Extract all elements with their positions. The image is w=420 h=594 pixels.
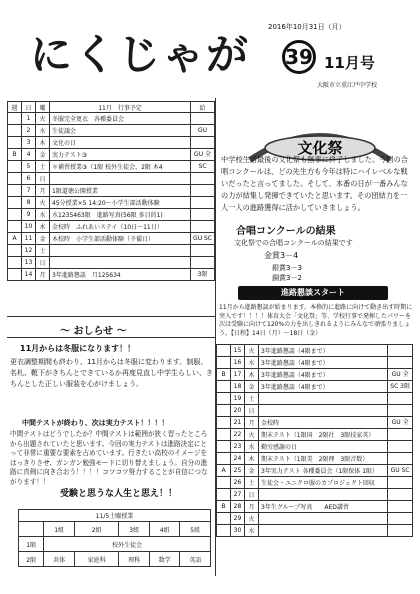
schedule-event: 金校時 ふれあいステイ（10日～11日） — [50, 221, 191, 233]
exam-text: 中間テストはどうでしたか？中間テストは範囲が狭く習ったところから出題されていたと思います。今回の実力テストは進路決定にとって非常に重要な要素を占めています。行きたい高校のイメージをはっきりさせ、ガンガン勉強モードに切り替えましょう。自分の進路に真剣に向き合おう！！！！コツコツ努力することが自信につながります！！ — [10, 430, 208, 486]
schedule-dow: 水 — [36, 125, 50, 137]
silver-award: 銀賞3－3 — [272, 264, 302, 272]
divider-top — [7, 316, 215, 317]
schedule-row — [8, 161, 215, 173]
schedule-day: 10 — [22, 221, 36, 233]
schedule-day: 12 — [22, 245, 36, 257]
schedule-day: 6 — [22, 173, 36, 185]
schedule-week — [217, 393, 231, 405]
chorus-subtitle: 文化祭での合唱コンクールの結果です — [234, 239, 353, 247]
schedule-meal: GU SC — [191, 233, 215, 245]
schedule-row — [217, 441, 413, 453]
schedule-day: 13 — [22, 257, 36, 269]
schedule-week: B — [217, 501, 231, 513]
schedule-row — [217, 453, 413, 465]
schedule-row — [8, 149, 215, 161]
schedule-event: 3年進路懇談（4限まで） — [259, 357, 388, 369]
schedule-meal — [388, 489, 413, 501]
saturday-class-table — [18, 509, 211, 567]
schedule-day: 8 — [22, 197, 36, 209]
cell: 2限 — [19, 552, 44, 567]
schedule-row — [217, 501, 413, 513]
schedule-meal — [388, 405, 413, 417]
schedule-day: 23 — [231, 441, 245, 453]
festival-paragraph: 中学校生活最後の文化祭も無事に終了しました。今回の合唱コンクールは、どの先生方も今年は特にハイレベルな戦いだったと言ってました。そして、本番の日が一番みんなの力が結集し発揮できていたと思います。その団結力を一人一人の進路獲得に活かしていきましょう。 — [221, 155, 408, 212]
schedule-meal — [191, 173, 215, 185]
schedule-meal: GU 全 — [388, 369, 413, 381]
col-dow: 曜 — [36, 102, 50, 113]
cell — [19, 522, 44, 537]
schedule-row — [217, 381, 413, 393]
schedule-dow: 日 — [245, 405, 259, 417]
schedule-meal — [191, 257, 215, 269]
schedule-meal — [191, 185, 215, 197]
schedule-dow: 金 — [245, 381, 259, 393]
schedule-event: 生徒会・ユニクロ服のカプロジェクト回収 — [259, 477, 388, 489]
schedule-meal — [191, 197, 215, 209]
schedule-meal: GU — [191, 125, 215, 137]
schedule-row — [217, 369, 413, 381]
schedule-meal — [388, 501, 413, 513]
schedule-event — [50, 173, 191, 185]
schedule-dow: 木 — [36, 137, 50, 149]
schedule-dow: 金 — [245, 465, 259, 477]
schedule-row — [217, 405, 413, 417]
schedule-day: 21 — [231, 417, 245, 429]
schedule-row — [217, 489, 413, 501]
schedule-meal: SC — [191, 161, 215, 173]
schedule-dow: 火 — [36, 113, 50, 125]
schedule-dow: 火 — [36, 197, 50, 209]
schedule-week — [8, 257, 22, 269]
schedule-dow: 月 — [36, 185, 50, 197]
issue-month: 11月号 — [324, 54, 375, 72]
schedule-meal — [388, 441, 413, 453]
schedule-row — [8, 113, 215, 125]
schedule-meal — [191, 209, 215, 221]
schedule-row — [217, 357, 413, 369]
schedule-week — [217, 525, 231, 537]
schedule-week — [217, 429, 231, 441]
schedule-week: B — [8, 149, 22, 161]
schedule-row — [8, 221, 215, 233]
schedule-dow: 日 — [245, 489, 259, 501]
schedule-event: 45分授業×5 14:20～小学生部活動体験 — [50, 197, 191, 209]
schedule-dow: 火 — [245, 513, 259, 525]
schedule-dow: 金 — [36, 149, 50, 161]
schedule-day: 24 — [231, 453, 245, 465]
schedule-meal — [388, 513, 413, 525]
schedule-dow: 日 — [36, 173, 50, 185]
schedule-week: A — [8, 233, 22, 245]
divider-bottom — [7, 337, 215, 338]
schedule-week — [217, 417, 231, 429]
schedule-row — [8, 245, 215, 257]
schedule-week — [8, 209, 22, 221]
schedule-day: 3 — [22, 137, 36, 149]
schedule-week — [217, 453, 231, 465]
schedule-day: 30 — [231, 525, 245, 537]
schedule-day: 25 — [231, 465, 245, 477]
schedule-dow: 木 — [245, 369, 259, 381]
schedule-meal — [388, 429, 413, 441]
schedule-row — [217, 429, 413, 441]
schedule-event — [259, 513, 388, 525]
schedule-week — [8, 269, 22, 281]
schedule-meal: GU 全 — [191, 149, 215, 161]
schedule-row — [217, 417, 413, 429]
cell: 5組 — [180, 522, 211, 537]
schedule-day: 4 — [22, 149, 36, 161]
schedule-week: B — [217, 369, 231, 381]
schedule-day: 28 — [231, 501, 245, 513]
schedule-day: 14 — [22, 269, 36, 281]
schedule-day: 20 — [231, 405, 245, 417]
schedule-event: 文化の日 — [50, 137, 191, 149]
schedule-day: 9 — [22, 209, 36, 221]
schedule-event: 期末テスト（1限国 2限社 3限技家英） — [259, 429, 388, 441]
schedule-day: 18 — [231, 381, 245, 393]
cell: 共体 — [44, 552, 75, 567]
schedule-event: 金校時 — [259, 417, 388, 429]
chorus-title: 合唱コンクールの結果 — [236, 226, 336, 237]
col-event: 11月 行事予定 — [50, 102, 191, 113]
schedule-day: 29 — [231, 513, 245, 525]
schedule-week — [217, 477, 231, 489]
schedule-dow: 月 — [245, 501, 259, 513]
schedule-row — [217, 525, 413, 537]
schedule-meal — [388, 345, 413, 357]
schedule-meal: 3限 — [191, 269, 215, 281]
schedule-row — [8, 233, 215, 245]
schedule-day: 2 — [22, 125, 36, 137]
cell: 英語 — [180, 552, 211, 567]
school-name: 大阪市立重江戸中学校 — [317, 82, 378, 89]
schedule-event: 3年生グループ写真 AED講習 — [259, 501, 388, 513]
career-conference-text: 11月から進路懇談が始まります。本格的に進路に向けて動き出す時期に突入です！！！！体育大会「文化祭」等、学校行事で発揮したパワーを次は受験に向けて120%の力を出しきれるようにみんなで頑張りましょう。【日程】14日（月）～18日（金） — [219, 304, 413, 337]
schedule-event: 水1235463限 進路写真(56限 多目的1) — [50, 209, 191, 221]
schedule-meal — [191, 245, 215, 257]
schedule-day: 17 — [231, 369, 245, 381]
schedule-row — [8, 209, 215, 221]
schedule-day: 11 — [22, 233, 36, 245]
cell: 理科 — [119, 552, 150, 567]
schedule-event: 3年進路懇談（4限まで） — [259, 381, 388, 393]
schedule-day: 27 — [231, 489, 245, 501]
schedule-week — [8, 161, 22, 173]
schedule-week — [217, 345, 231, 357]
exam-slogan: 受験と思うな人生と思え！！ — [60, 489, 178, 499]
schedule-day: 22 — [231, 429, 245, 441]
col-week: 週 — [8, 102, 22, 113]
schedule-week — [217, 441, 231, 453]
schedule-day: 7 — [22, 185, 36, 197]
issue-date: 2016年10月31日（月） — [268, 23, 346, 31]
schedule-row — [8, 257, 215, 269]
schedule-dow: 月 — [245, 417, 259, 429]
schedule-event: ＊補習授業③（1限 校外生徒会、2限 木4 — [50, 161, 191, 173]
schedule-event — [259, 525, 388, 537]
schedule-event: 1限道徳公開授業 — [50, 185, 191, 197]
schedule-dow: 水 — [245, 525, 259, 537]
schedule-dow: 水 — [245, 441, 259, 453]
schedule-day: 19 — [231, 393, 245, 405]
cell: 数学 — [149, 552, 180, 567]
schedule-event — [259, 489, 388, 501]
cell: 1組 — [44, 522, 75, 537]
schedule-week — [8, 185, 22, 197]
schedule-row — [8, 137, 215, 149]
exam-heading: 中間テストが終わり、次は実力テスト！！！！ — [22, 419, 169, 427]
schedule-event: 生徒議会 — [50, 125, 191, 137]
schedule-row — [217, 465, 413, 477]
cell: 校外生徒会 — [44, 537, 211, 552]
schedule-meal — [388, 525, 413, 537]
schedule-dow: 土 — [245, 477, 259, 489]
schedule-meal — [388, 393, 413, 405]
newsletter-title: にくじゃが — [30, 30, 251, 79]
schedule-dow: 木 — [36, 221, 50, 233]
notices-heading: ～ おしらせ ～ — [60, 326, 127, 337]
cell: 2組 — [74, 522, 119, 537]
schedule-day: 16 — [231, 357, 245, 369]
gold-award: 金賞3－4 — [264, 251, 299, 260]
schedule-row — [217, 477, 413, 489]
schedule-day: 1 — [22, 113, 36, 125]
winter-uniform-text: 更衣調整期間も終わり、11月からは冬服に変わります。制服、名札、靴下がきちんとできているか再度見直し中学生らしい、きちんとした正しい服装を心がけましょう。 — [10, 358, 213, 388]
schedule-week — [217, 357, 231, 369]
schedule-week — [8, 113, 22, 125]
issue-number: 39 — [282, 40, 316, 74]
schedule-dow: 月 — [36, 269, 50, 281]
schedule-week — [8, 125, 22, 137]
bronze-award: 銅賞3－2 — [272, 274, 302, 282]
schedule-row — [8, 197, 215, 209]
schedule-week — [8, 197, 22, 209]
schedule-row — [217, 345, 413, 357]
schedule-dow: 土 — [36, 161, 50, 173]
schedule-row — [8, 173, 215, 185]
schedule-dow: 水 — [36, 209, 50, 221]
schedule-meal — [388, 477, 413, 489]
schedule-day: 15 — [231, 345, 245, 357]
schedule-meal — [388, 453, 413, 465]
schedule-row — [8, 269, 215, 281]
schedule-event: 3年進路懇談（4限まで） — [259, 345, 388, 357]
schedule-row — [217, 393, 413, 405]
schedule-row — [8, 125, 215, 137]
schedule-event — [259, 405, 388, 417]
schedule-event: 3年進路懇談 月125634 — [50, 269, 191, 281]
festival-heading: 文化祭 — [297, 139, 343, 157]
schedule-event: 期末テスト（1限美 2限理 3限音数） — [259, 453, 388, 465]
schedule-meal: GU SC — [388, 465, 413, 477]
cell: 4組 — [149, 522, 180, 537]
cell: 家庭科 — [74, 552, 119, 567]
schedule-week — [217, 381, 231, 393]
schedule-dow: 火 — [245, 429, 259, 441]
schedule-meal — [191, 113, 215, 125]
schedule-dow: 金 — [36, 233, 50, 245]
schedule-dow: 火 — [245, 345, 259, 357]
cell: 3組 — [119, 522, 150, 537]
schedule-event: 勤労感謝の日 — [259, 441, 388, 453]
schedule-day: 26 — [231, 477, 245, 489]
cell: 1限 — [19, 537, 44, 552]
career-conference-heading: 進路懇談スタート — [238, 286, 388, 300]
schedule-dow: 水 — [245, 357, 259, 369]
schedule-day: 5 — [22, 161, 36, 173]
schedule-week — [8, 137, 22, 149]
schedule-week — [217, 489, 231, 501]
saturday-class-title: 11/5土曜授業 — [19, 510, 211, 522]
col-day: 日 — [22, 102, 36, 113]
schedule-event — [259, 393, 388, 405]
schedule-dow: 土 — [245, 393, 259, 405]
col-meal: 給 — [191, 102, 215, 113]
schedule-row — [217, 513, 413, 525]
schedule-event: 3年実力テスト 各種委員会（1限保体 1限） — [259, 465, 388, 477]
schedule-event: 冬服完全更衣 各種委員会 — [50, 113, 191, 125]
schedule-meal — [191, 137, 215, 149]
november-schedule-table-2 — [216, 344, 413, 537]
schedule-event: 木校時 小学生部活動体験（予備日） — [50, 233, 191, 245]
schedule-week — [8, 245, 22, 257]
schedule-meal: GU 全 — [388, 417, 413, 429]
schedule-event: 実力テスト③ — [50, 149, 191, 161]
schedule-week: A — [217, 465, 231, 477]
winter-uniform-heading: 11月からは冬服になります！！ — [20, 344, 136, 353]
schedule-event — [50, 245, 191, 257]
schedule-meal: SC 3限 — [388, 381, 413, 393]
schedule-event — [50, 257, 191, 269]
schedule-dow: 土 — [36, 245, 50, 257]
schedule-dow: 木 — [245, 453, 259, 465]
schedule-week — [8, 221, 22, 233]
schedule-dow: 日 — [36, 257, 50, 269]
schedule-row — [8, 185, 215, 197]
schedule-meal — [191, 221, 215, 233]
schedule-week — [217, 405, 231, 417]
schedule-week — [217, 513, 231, 525]
schedule-meal — [388, 357, 413, 369]
schedule-week — [8, 173, 22, 185]
november-schedule-table — [7, 101, 215, 281]
schedule-event: 3年進路懇談（4限まで） — [259, 369, 388, 381]
